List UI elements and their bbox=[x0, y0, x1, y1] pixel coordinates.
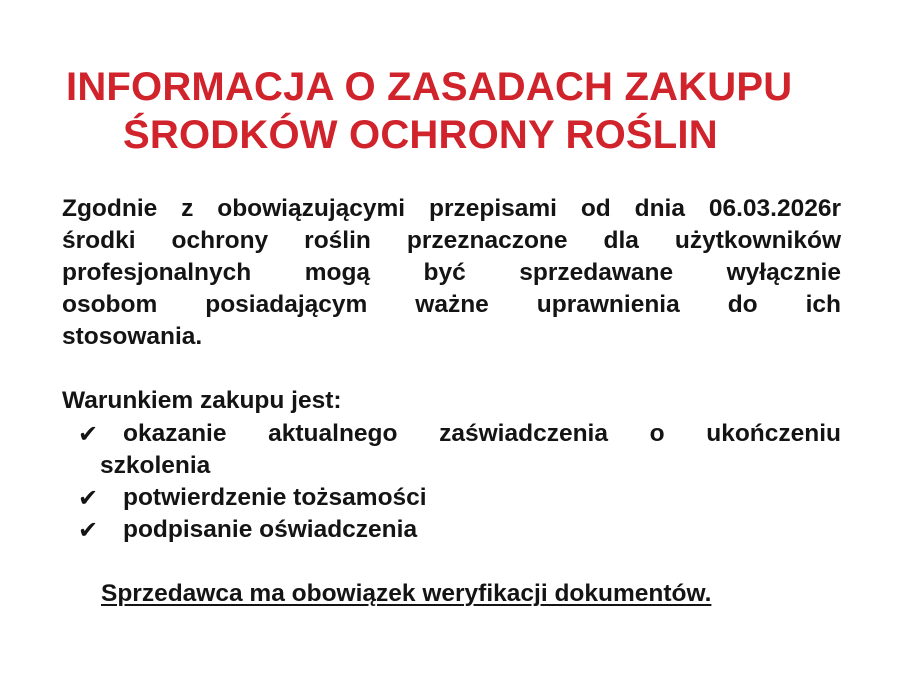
condition-item-text: potwierdzenie tożsamości bbox=[123, 484, 427, 511]
condition-item-text: okazanie aktualnego zaświadczenia o ukończeniu bbox=[123, 420, 841, 447]
page-title-line-1: INFORMACJA O ZASADACH ZAKUPU bbox=[66, 65, 793, 109]
intro-line: profesjonalnych mogą być sprzedawane wyłącznie bbox=[62, 259, 841, 286]
checkmark-icon: ✔ bbox=[78, 420, 99, 448]
condition-item-text: podpisanie oświadczenia bbox=[123, 516, 418, 543]
checkmark-icon: ✔ bbox=[78, 516, 99, 544]
condition-item-text-continued: szkolenia bbox=[100, 452, 211, 479]
intro-line: środki ochrony roślin przeznaczone dla użytkowników bbox=[62, 227, 841, 254]
intro-paragraph bbox=[62, 193, 841, 353]
intro-line: stosowania. bbox=[62, 323, 203, 350]
page-title-line-2: ŚRODKÓW OCHRONY ROŚLIN bbox=[123, 113, 718, 157]
conditions-heading bbox=[62, 385, 841, 417]
conditions-heading-text: Warunkiem zakupu jest: bbox=[62, 387, 342, 414]
verification-notice: Sprzedawca ma obowiązek weryfikacji dokumentów. bbox=[101, 580, 712, 607]
intro-line: Zgodnie z obowiązującymi przepisami od dnia 06.03.2026r bbox=[62, 195, 841, 222]
intro-line: osobom posiadającym ważne uprawnienia do ich bbox=[62, 291, 841, 318]
checkmark-icon: ✔ bbox=[78, 484, 99, 512]
